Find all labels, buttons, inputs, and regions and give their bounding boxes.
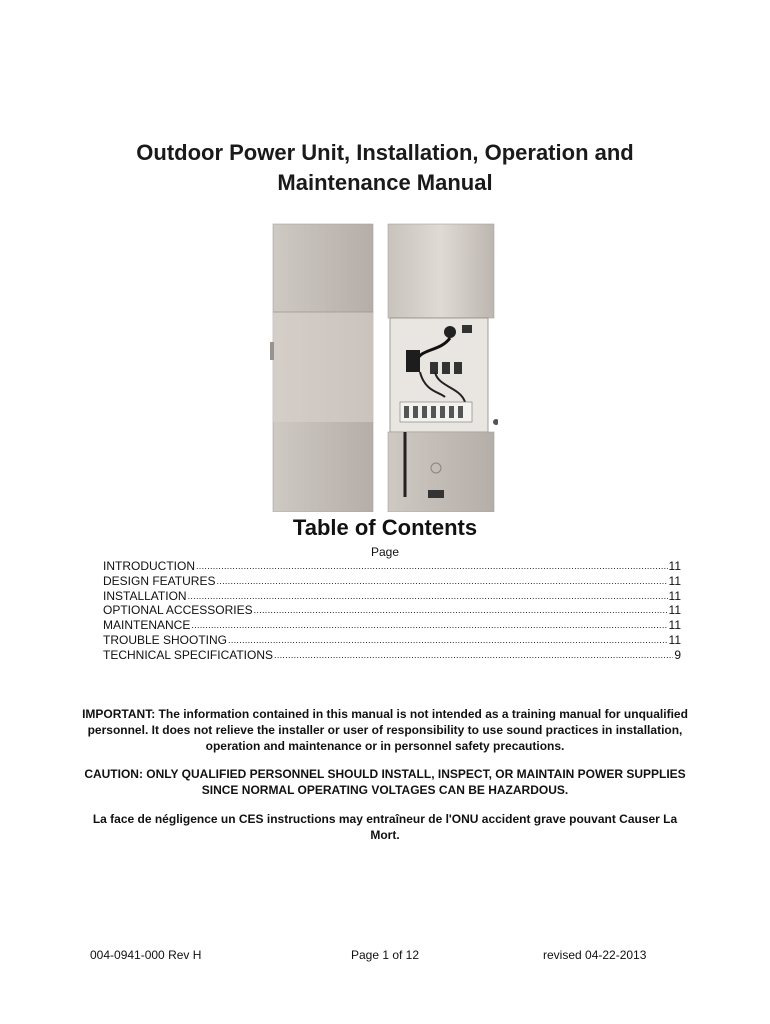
- toc-page-label: Page: [370, 545, 400, 559]
- toc-entry-maintenance[interactable]: [103, 618, 681, 633]
- toc-entry-page: 11: [668, 559, 681, 573]
- footer-revised-date: revised 04-22-2013: [543, 948, 647, 962]
- table-of-contents: [103, 559, 681, 663]
- toc-leader: [188, 589, 668, 604]
- toc-entry-page: 11: [668, 632, 681, 647]
- title-line-2: Maintenance Manual: [277, 170, 493, 195]
- toc-entry-label: TECHNICAL SPECIFICATIONS: [103, 647, 274, 662]
- footer-doc-number: 004-0941-000 Rev H: [90, 948, 202, 962]
- toc-entry-page: 11: [668, 588, 681, 603]
- toc-entry-design-features[interactable]: [103, 574, 681, 589]
- toc-leader: [274, 648, 673, 663]
- toc-entry-page: 11: [668, 573, 681, 588]
- title-line-1: Outdoor Power Unit, Installation, Operation and: [136, 140, 634, 165]
- toc-leader: [216, 574, 667, 589]
- important-notice: IMPORTANT: The information contained in this manual is not intended as a training manual for unqualified personnel. It does not relieve the installer or user of responsibility to use sound practices in installation, operation and maintenance or in personnel safety precautions.: [82, 707, 688, 753]
- toc-entry-page: 11: [668, 603, 681, 618]
- toc-entry-introduction[interactable]: [103, 559, 681, 574]
- toc-entry-label: MAINTENANCE: [103, 618, 191, 633]
- toc-entry-label: DESIGN FEATURES: [103, 573, 216, 588]
- toc-entry-trouble-shooting[interactable]: [103, 633, 681, 648]
- footer-page-number: Page 1 of 12: [350, 948, 420, 962]
- power-unit-photo: [270, 222, 498, 512]
- caution-notice: CAUTION: ONLY QUALIFIED PERSONNEL SHOULD INSTALL, INSPECT, OR MAINTAIN POWER SUPPLIES SINCE NORMAL OPERATING VOLTAGES CAN BE HAZARDOUS.: [84, 767, 686, 797]
- french-warning: La face de négligence un CES instructions may entraîneur de l'ONU accident grave pouvant Causer La Mort.: [92, 812, 678, 842]
- toc-entry-technical-specifications[interactable]: [103, 648, 681, 663]
- toc-entry-optional-accessories[interactable]: [103, 603, 681, 618]
- toc-entry-installation[interactable]: [103, 589, 681, 604]
- toc-heading: Table of Contents: [292, 515, 478, 540]
- toc-entry-label: TROUBLE SHOOTING: [103, 632, 228, 647]
- toc-entry-page: 11: [668, 618, 681, 633]
- toc-entry-page: 9: [674, 647, 681, 662]
- toc-leader: [191, 618, 667, 633]
- toc-entry-label: INTRODUCTION: [103, 559, 195, 573]
- toc-entry-label: INSTALLATION: [103, 588, 187, 603]
- document-title: [0, 138, 770, 198]
- toc-leader: [228, 633, 668, 648]
- toc-leader: [196, 559, 668, 574]
- toc-leader: [254, 603, 668, 618]
- toc-entry-label: OPTIONAL ACCESSORIES: [103, 603, 253, 618]
